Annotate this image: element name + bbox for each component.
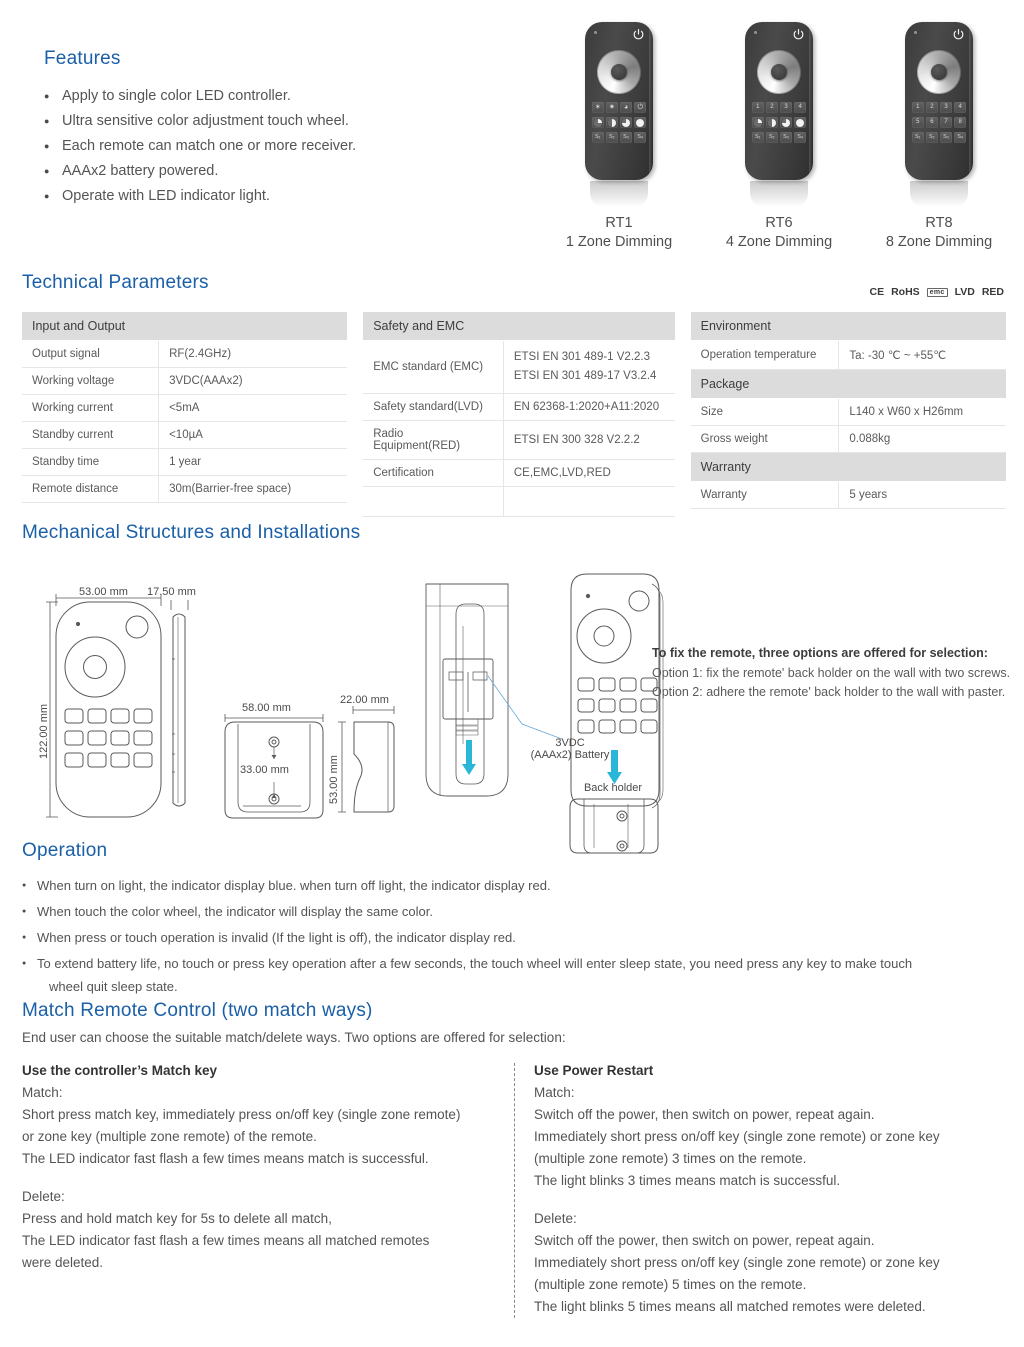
row-key: Gross weight xyxy=(691,426,839,453)
table-row xyxy=(22,449,347,476)
table-row xyxy=(363,341,674,394)
power-icon xyxy=(792,28,805,41)
row-key: Working current xyxy=(22,395,159,422)
match-method-heading: Use Power Restart xyxy=(534,1063,654,1078)
table-row xyxy=(363,460,674,487)
mechanical-title: Mechanical Structures and Installations xyxy=(22,522,361,543)
feature-item: ● Ultra sensitive color adjustment touch wheel. xyxy=(44,109,544,134)
key-zone-1: 1 xyxy=(912,102,924,113)
remote-model-name: RT6 xyxy=(765,215,793,231)
delete-line: The LED indicator fast flash a few times means all matched remotes xyxy=(22,1233,430,1248)
row-value: CE,EMC,LVD,RED xyxy=(503,460,674,487)
row-value: RF(2.4GHz) xyxy=(159,341,348,368)
table-row-empty xyxy=(363,487,674,517)
match-method-controller-key xyxy=(22,1063,492,1318)
battery-label xyxy=(510,737,630,761)
match-line: The light blinks 3 times means match is successful. xyxy=(534,1173,841,1188)
row-value: 3VDC(AAAx2) xyxy=(159,368,348,395)
dimension-holder-width-label: 58.00 mm xyxy=(242,702,291,714)
key-zone-1: 1 xyxy=(752,102,764,113)
ce-badge: CE xyxy=(869,286,885,298)
key-zone-8: 8 xyxy=(954,117,966,128)
key-dim-25 xyxy=(752,117,764,128)
feature-item: ● Operate with LED indicator light. xyxy=(44,184,544,209)
delete-line: The light blinks 5 times means all matched remotes were deleted. xyxy=(534,1299,926,1314)
table-row xyxy=(363,394,674,421)
feature-item: ● Apply to single color LED controller. xyxy=(44,84,544,109)
delete-line: Press and hold match key for 5s to delete all match, xyxy=(22,1211,332,1226)
delete-line: Immediately short press on/off key (single zone remote) or zone key xyxy=(534,1255,940,1270)
power-icon xyxy=(632,28,645,41)
key-zone-2: 2 xyxy=(926,102,938,113)
table-row xyxy=(22,422,347,449)
technical-parameters-title: Technical Parameters xyxy=(22,272,209,293)
operation-item xyxy=(22,926,1006,949)
match-line: Immediately short press on/off key (single zone remote) or zone key xyxy=(534,1129,940,1144)
lvd-badge: LVD xyxy=(954,286,975,298)
table-header-package: Package xyxy=(691,370,1006,399)
key-zone-6: 6 xyxy=(926,117,938,128)
rohs-badge: RoHS xyxy=(891,286,920,298)
table-row xyxy=(363,421,674,460)
keypad-row-1 xyxy=(752,102,806,113)
spec-tables xyxy=(22,312,1006,517)
row-value-line: ETSI EN 301 489-1 V2.2.3 xyxy=(513,351,651,363)
key-zone-7: 7 xyxy=(940,117,952,128)
delete-line: Switch off the power, then switch on power, repeat again. xyxy=(534,1233,875,1248)
remote-model-desc: 8 Zone Dimming xyxy=(885,234,993,250)
key-scene-1: S₁ xyxy=(912,132,924,143)
remote-reflection xyxy=(590,181,648,207)
row-value: <5mA xyxy=(159,395,348,422)
keypad-row-3 xyxy=(912,132,966,143)
key-scene-1: S₁ xyxy=(592,132,604,143)
spacer xyxy=(534,1192,962,1208)
red-badge: RED xyxy=(981,286,1004,298)
keypad-row-3 xyxy=(752,132,806,143)
back-holder-label: Back holder xyxy=(583,782,643,794)
touch-wheel-icon xyxy=(757,50,801,94)
match-remote-section xyxy=(22,1000,1006,1318)
match-remote-title: Match Remote Control (two match ways) xyxy=(22,1000,373,1021)
row-key: Output signal xyxy=(22,341,159,368)
operation-section xyxy=(22,840,1006,1001)
column-divider xyxy=(514,1063,515,1318)
row-value: 30m(Barrier-free space) xyxy=(159,476,348,503)
table-header: Input and Output xyxy=(22,312,347,341)
match-line: The LED indicator fast flash a few times means match is successful. xyxy=(22,1151,429,1166)
key-scene-2: S₂ xyxy=(766,132,778,143)
fix-remote-option-2: Option 2: adhere the remote' back holder to the wall with paster. xyxy=(652,685,1006,699)
features-title: Features xyxy=(44,48,121,69)
key-dim-25 xyxy=(592,117,604,128)
row-key-empty xyxy=(363,487,503,517)
operation-item xyxy=(22,874,1006,897)
emc-badge: emc xyxy=(927,288,948,297)
row-value: ETSI EN 300 328 V2.2.2 xyxy=(503,421,674,460)
match-line: Short press match key, immediately press on/off key (single zone remote) xyxy=(22,1107,461,1122)
key-zone-2: 2 xyxy=(766,102,778,113)
key-zone-3: 3 xyxy=(940,102,952,113)
operation-item-text-cont: wheel quit sleep state. xyxy=(49,979,178,994)
mechanical-section xyxy=(22,522,1011,854)
key-zone-5: 5 xyxy=(912,117,924,128)
remote-reflection xyxy=(910,181,968,207)
match-method-power-restart xyxy=(492,1063,962,1318)
keypad-row-2 xyxy=(592,117,646,128)
key-scene-4: S₄ xyxy=(634,132,646,143)
row-value: L140 x W60 x H26mm xyxy=(839,399,1006,426)
key-scene-3: S₃ xyxy=(620,132,632,143)
table-row xyxy=(22,368,347,395)
delete-label: Delete: xyxy=(22,1189,65,1204)
key-dim-75 xyxy=(780,117,792,128)
dimension-holder-height-label: 53.00 mm xyxy=(328,755,340,804)
fix-remote-heading: To fix the remote, three options are offered for selection: xyxy=(652,646,988,660)
led-indicator-icon xyxy=(754,31,757,34)
mechanical-line-art xyxy=(22,554,1006,854)
led-indicator-icon xyxy=(914,31,917,34)
keypad-row-1 xyxy=(592,102,646,113)
remote-product-rt1 xyxy=(544,22,694,250)
row-value: EN 62368-1:2020+A11:2020 xyxy=(503,394,674,421)
touch-wheel-icon xyxy=(597,50,641,94)
match-columns xyxy=(22,1063,1006,1318)
operation-item xyxy=(22,952,1006,998)
table-row xyxy=(691,399,1006,426)
row-key: Remote distance xyxy=(22,476,159,503)
key-scene-4: S₄ xyxy=(954,132,966,143)
mechanical-drawings xyxy=(22,554,1011,854)
operation-title: Operation xyxy=(22,840,108,861)
table-safety-emc xyxy=(363,312,674,517)
keypad xyxy=(752,102,806,147)
key-brightness-up: ✶ xyxy=(592,102,604,113)
operation-item xyxy=(22,900,1006,923)
match-line: Switch off the power, then switch on power, repeat again. xyxy=(534,1107,875,1122)
row-key: Certification xyxy=(363,460,503,487)
keypad-row-3 xyxy=(592,132,646,143)
dimension-holder-screw-label: 33.00 mm xyxy=(240,764,289,776)
row-key: Radio Equipment(RED) xyxy=(363,421,503,460)
row-key: Size xyxy=(691,399,839,426)
key-dim-100 xyxy=(794,117,806,128)
row-key: Standby current xyxy=(22,422,159,449)
features-section xyxy=(44,48,544,209)
match-remote-intro: End user can choose the suitable match/delete ways. Two options are offered for selection: xyxy=(22,1030,566,1045)
delete-line: (multiple zone remote) 5 times on the remote. xyxy=(534,1277,807,1292)
match-line: (multiple zone remote) 3 times on the remote. xyxy=(534,1151,807,1166)
led-indicator-icon xyxy=(594,31,597,34)
table-input-output xyxy=(22,312,347,503)
table-environment-package-warranty xyxy=(691,312,1006,509)
row-value: Ta: -30 ℃ ~ +55℃ xyxy=(839,341,1006,370)
table-row xyxy=(691,341,1006,370)
power-icon xyxy=(952,28,965,41)
match-label: Match: xyxy=(534,1085,575,1100)
row-key: Warranty xyxy=(691,482,839,509)
row-value: 1 year xyxy=(159,449,348,476)
key-dim-100 xyxy=(634,117,646,128)
operation-item-text: When turn on light, the indicator display blue. when turn off light, the indicator display red. xyxy=(37,878,551,893)
table-row xyxy=(691,482,1006,509)
remote-model-desc: 1 Zone Dimming xyxy=(565,234,673,250)
table-header-warranty: Warranty xyxy=(691,453,1006,482)
keypad xyxy=(912,102,966,147)
key-brightness-down: ✷ xyxy=(606,102,618,113)
spacer xyxy=(22,1170,492,1186)
feature-item: ● Each remote can match one or more receiver. xyxy=(44,134,544,159)
key-power: ⏻ xyxy=(634,102,646,113)
fix-remote-note xyxy=(652,646,1012,702)
key-zone-4: 4 xyxy=(794,102,806,113)
features-list xyxy=(44,84,544,209)
remote-products xyxy=(544,22,1014,250)
operation-list xyxy=(22,874,1006,998)
key-scene-2: S₂ xyxy=(606,132,618,143)
operation-item-text: When touch the color wheel, the indicator will display the same color. xyxy=(37,904,433,919)
keypad-row-2 xyxy=(752,117,806,128)
table-row xyxy=(22,395,347,422)
row-key: Working voltage xyxy=(22,368,159,395)
remote-device-image xyxy=(585,22,653,180)
battery-label-line1: 3VDC xyxy=(555,737,585,749)
operation-item-text: To extend battery life, no touch or press key operation after a few seconds, the touch wheel will enter sleep state, you need press any key to make touch xyxy=(37,956,913,971)
row-value: 5 years xyxy=(839,482,1006,509)
dimension-holder-depth-label: 22.00 mm xyxy=(340,694,389,706)
remote-model-desc: 4 Zone Dimming xyxy=(725,234,833,250)
key-dim-50 xyxy=(606,117,618,128)
key-scene-3: S₃ xyxy=(780,132,792,143)
row-value: <10µA xyxy=(159,422,348,449)
row-key: Operation temperature xyxy=(691,341,839,370)
table-header: Safety and EMC xyxy=(363,312,674,341)
table-subheader-row xyxy=(691,370,1006,399)
remote-model-name: RT8 xyxy=(925,215,953,231)
keypad-row-1 xyxy=(912,102,966,113)
certification-badges xyxy=(869,286,1004,298)
table-subheader-row xyxy=(691,453,1006,482)
match-label: Match: xyxy=(22,1085,63,1100)
battery-label-line2: (AAAx2) Battery xyxy=(530,749,610,761)
row-value xyxy=(503,341,674,394)
operation-item-text: When press or touch operation is invalid (If the light is off), the indicator display red. xyxy=(37,930,516,945)
row-value: 0.088kg xyxy=(839,426,1006,453)
remote-product-rt6 xyxy=(704,22,854,250)
match-line: or zone key (multiple zone remote) of the remote. xyxy=(22,1129,317,1144)
touch-wheel-icon xyxy=(917,50,961,94)
remote-product-rt8 xyxy=(864,22,1014,250)
key-scene-3: S₃ xyxy=(940,132,952,143)
key-scene-4: S₄ xyxy=(794,132,806,143)
delete-label: Delete: xyxy=(534,1211,577,1226)
match-method-heading: Use the controller’s Match key xyxy=(22,1063,218,1078)
dimension-thickness-label: 17.50 mm xyxy=(147,586,196,598)
table-row xyxy=(691,426,1006,453)
key-dim-50 xyxy=(766,117,778,128)
key-scene-2: S₂ xyxy=(926,132,938,143)
remote-device-image xyxy=(905,22,973,180)
remote-reflection xyxy=(750,181,808,207)
key-dim-75 xyxy=(620,117,632,128)
remote-device-image xyxy=(745,22,813,180)
fix-remote-option-1: Option 1: fix the remote' back holder on the wall with two screws. xyxy=(652,666,1011,680)
dimension-height-label: 122.00 mm xyxy=(38,703,50,759)
technical-parameters-section xyxy=(22,272,1006,517)
table-row xyxy=(22,341,347,368)
remote-model-name: RT1 xyxy=(605,215,633,231)
key-speed: ◕ xyxy=(620,102,632,113)
row-key: EMC standard (EMC) xyxy=(363,341,503,394)
row-key: Safety standard(LVD) xyxy=(363,394,503,421)
row-value-empty xyxy=(503,487,674,517)
row-key: Standby time xyxy=(22,449,159,476)
row-value-line: ETSI EN 301 489-17 V3.2.4 xyxy=(513,370,657,382)
key-zone-4: 4 xyxy=(954,102,966,113)
table-header-environment: Environment xyxy=(691,312,1006,341)
dimension-width-label: 53.00 mm xyxy=(79,586,128,598)
feature-item: ● AAAx2 battery powered. xyxy=(44,159,544,184)
key-scene-1: S₁ xyxy=(752,132,764,143)
delete-line: were deleted. xyxy=(22,1255,104,1270)
keypad-row-2 xyxy=(912,117,966,128)
key-zone-3: 3 xyxy=(780,102,792,113)
table-row xyxy=(22,476,347,503)
keypad xyxy=(592,102,646,147)
